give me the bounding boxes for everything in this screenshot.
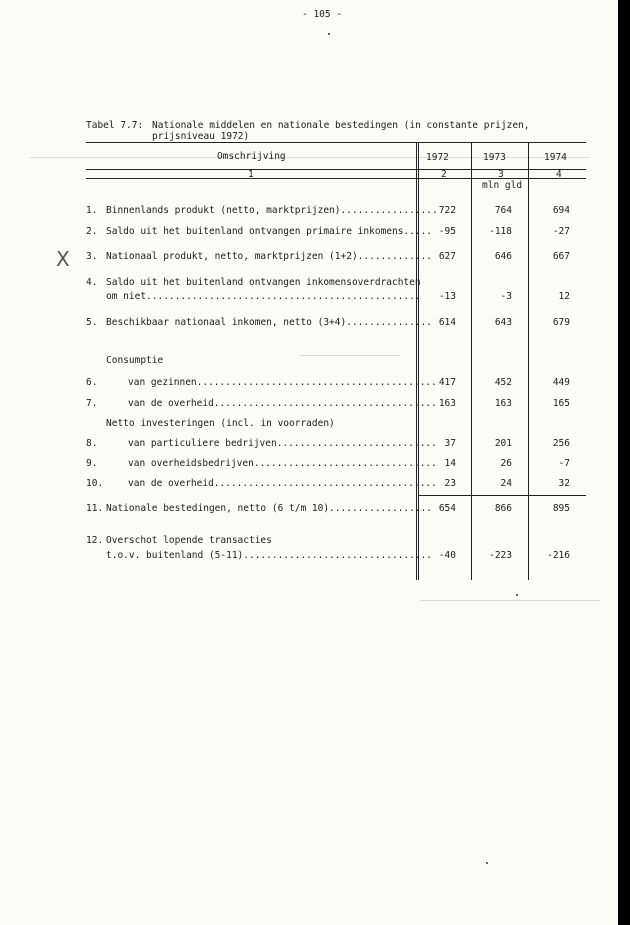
cell-1972: -40 (438, 550, 456, 561)
cell-1974: 165 (552, 398, 570, 409)
row-label-continued: t.o.v. buitenland (5-11)................................. (106, 550, 433, 561)
cell-1973: -223 (489, 550, 512, 561)
row-number: 9. (86, 458, 98, 469)
row-number: 12. (86, 535, 104, 546)
row-label: van de overheid....................................... (128, 398, 437, 409)
cell-1973: 764 (494, 205, 512, 216)
cell-1974: 32 (558, 478, 570, 489)
cell-1974: -216 (547, 550, 570, 561)
row-label: van gezinnen.......................................... (128, 377, 437, 388)
cell-1973: 163 (494, 398, 512, 409)
section-heading-consumptie: Consumptie (106, 355, 164, 366)
page-number: - 105 - (302, 9, 343, 20)
cell-1973: 26 (500, 458, 512, 469)
cell-1973: 201 (494, 438, 512, 449)
column-divider (528, 142, 529, 580)
cell-1973: -3 (500, 291, 512, 302)
bleed-through-line (30, 157, 590, 158)
row-label-continued: om niet................................................ (106, 291, 421, 302)
cell-1972: 163 (438, 398, 456, 409)
cell-1972: 23 (444, 478, 456, 489)
cell-1973: 24 (500, 478, 512, 489)
row-number: 8. (86, 438, 98, 449)
row-label: Overschot lopende transacties (106, 535, 272, 546)
section-heading-investeringen: Netto investeringen (incl. in voorraden) (106, 418, 335, 429)
cell-1974: 694 (552, 205, 570, 216)
row-label: Nationale bestedingen, netto (6 t/m 10).................. (106, 503, 433, 514)
total-separator-rule (418, 495, 586, 496)
cell-1974: 449 (552, 377, 570, 388)
cell-1972: -13 (438, 291, 456, 302)
cell-1972: 37 (444, 438, 456, 449)
cell-1972: -95 (438, 226, 456, 237)
table-title-line1: Nationale middelen en nationale bestedingen (in constante prijzen, (152, 120, 530, 131)
header-rule (86, 169, 586, 170)
row-number: 6. (86, 377, 98, 388)
cell-1972: 654 (438, 503, 456, 514)
row-label: van particuliere bedrijven............................ (128, 438, 437, 449)
cell-1974: 256 (552, 438, 570, 449)
speck (516, 594, 518, 596)
column-number-1: 1 (248, 169, 254, 180)
cell-1972: 614 (438, 317, 456, 328)
table-top-rule (86, 142, 586, 143)
cell-1974: -7 (558, 458, 570, 469)
row-number: 3. (86, 251, 98, 262)
cell-1974: 895 (552, 503, 570, 514)
column-number-3: 3 (498, 169, 504, 180)
row-number: 2. (86, 226, 98, 237)
column-number-2: 2 (441, 169, 447, 180)
row-label: Beschikbaar nationaal inkomen, netto (3+4)............... (106, 317, 433, 328)
row-label: Saldo uit het buitenland ontvangen primaire inkomens..... (106, 226, 433, 237)
cell-1974: 679 (552, 317, 570, 328)
unit-label: mln gld (482, 180, 523, 191)
handwritten-x-mark: X (56, 247, 70, 271)
row-label: Binnenlands produkt (netto, marktprijzen)................. (106, 205, 438, 216)
cell-1974: 12 (558, 291, 570, 302)
bleed-through-line (300, 355, 400, 356)
column-number-4: 4 (556, 169, 562, 180)
cell-1973: -118 (489, 226, 512, 237)
cell-1972: 627 (438, 251, 456, 262)
row-label: van overheidsbedrijven................................ (128, 458, 437, 469)
header-year-1974: 1974 (544, 152, 567, 163)
row-number: 5. (86, 317, 98, 328)
table-title-line2: prijsniveau 1972) (152, 131, 250, 142)
cell-1972: 14 (444, 458, 456, 469)
cell-1974: -27 (552, 226, 570, 237)
column-number-rule (86, 178, 586, 179)
cell-1973: 452 (494, 377, 512, 388)
header-year-1972: 1972 (426, 152, 449, 163)
cell-1973: 643 (494, 317, 512, 328)
cell-1974: 667 (552, 251, 570, 262)
cell-1972: 722 (438, 205, 456, 216)
row-label: Nationaal produkt, netto, marktprijzen (1+2)............. (106, 251, 433, 262)
row-label: Saldo uit het buitenland ontvangen inkomensoverdrachten (106, 277, 421, 288)
row-label: van de overheid....................................... (128, 478, 437, 489)
header-year-1973: 1973 (483, 152, 506, 163)
speck (328, 33, 330, 35)
bleed-through-line (420, 600, 600, 601)
row-number: 7. (86, 398, 98, 409)
row-number: 10. (86, 478, 104, 489)
speck (486, 862, 488, 864)
table-label: Tabel 7.7: (86, 120, 144, 131)
column-divider (471, 142, 472, 580)
cell-1973: 646 (494, 251, 512, 262)
cell-1972: 417 (438, 377, 456, 388)
cell-1973: 866 (494, 503, 512, 514)
row-number: 11. (86, 503, 104, 514)
row-number: 4. (86, 277, 98, 288)
row-number: 1. (86, 205, 98, 216)
header-description: Omschrijving (217, 151, 286, 162)
